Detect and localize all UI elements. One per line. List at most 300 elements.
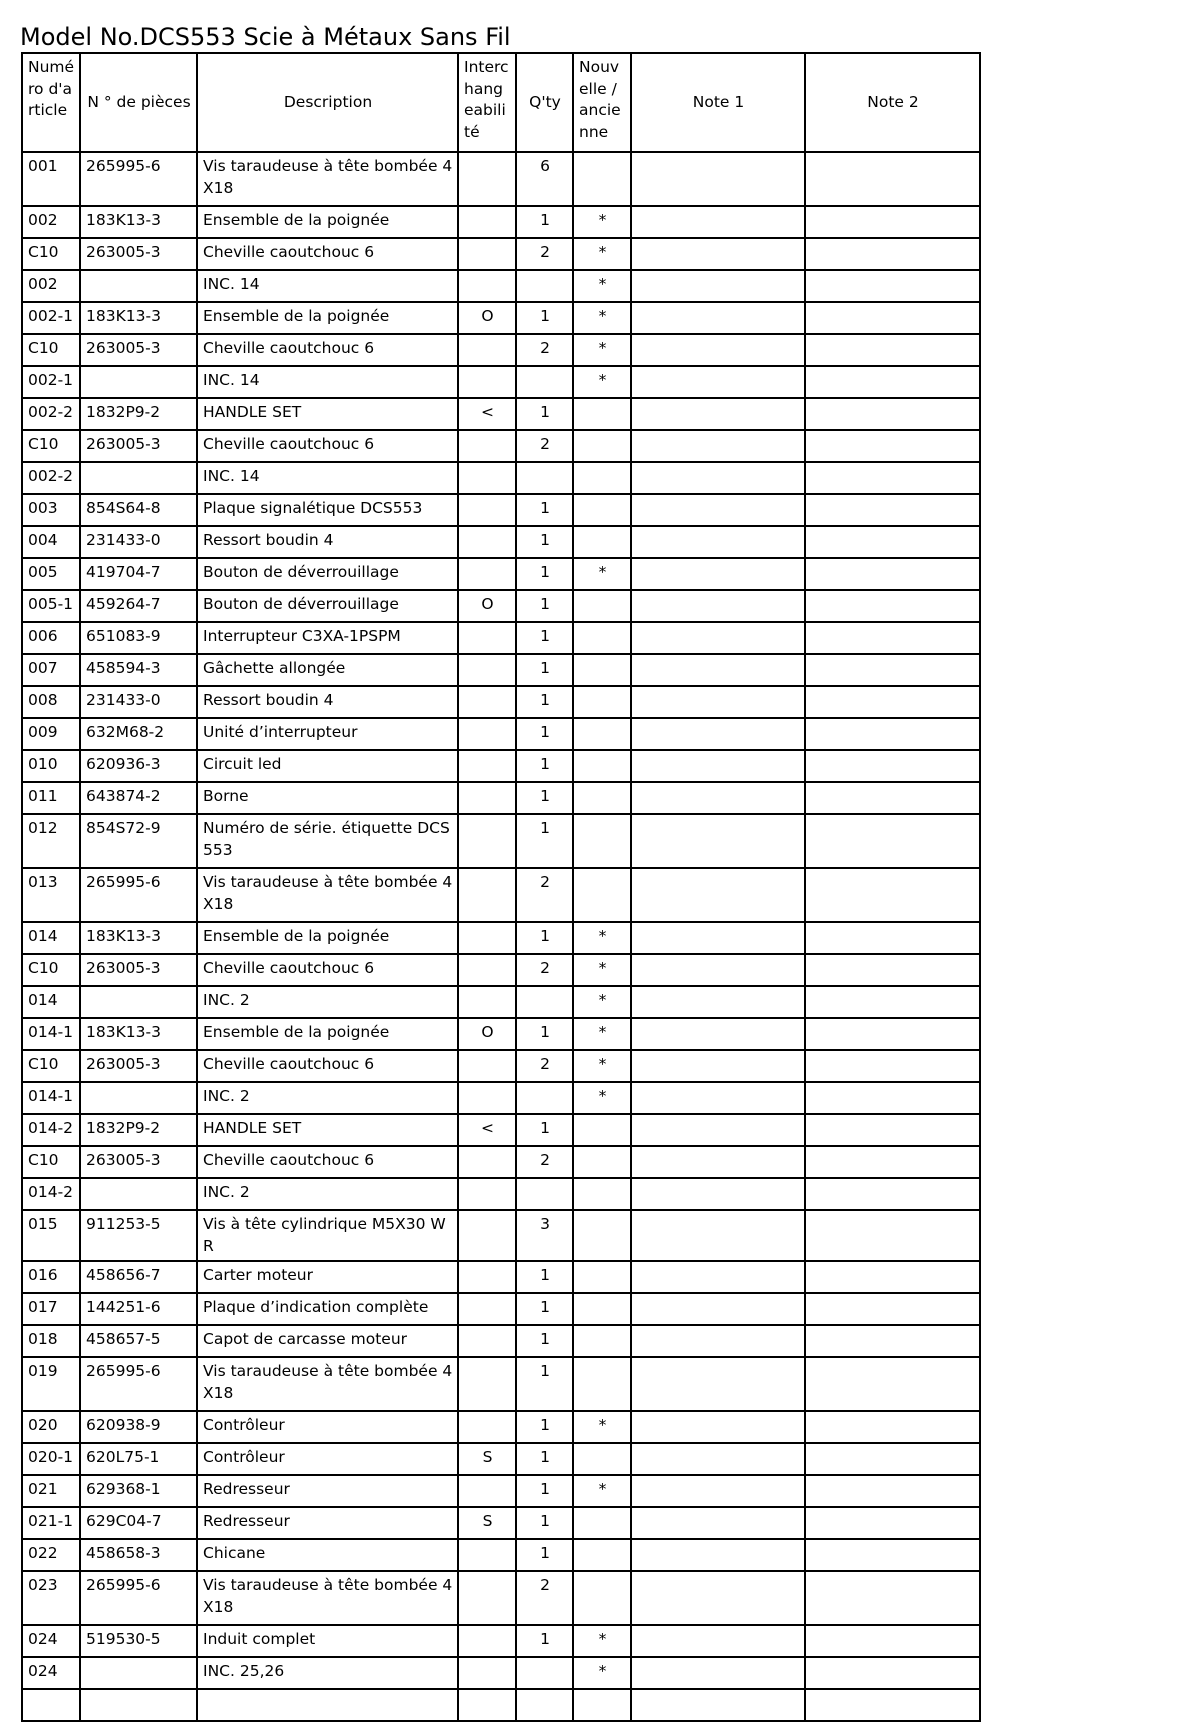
note-2-cell (805, 238, 980, 270)
table-row (22, 1146, 980, 1178)
description-cell: Contrôleur (197, 1411, 458, 1443)
interchangeability-cell (458, 270, 516, 302)
part-number-cell: 183K13-3 (80, 922, 197, 954)
part-number-cell: 629368-1 (80, 1475, 197, 1507)
table-row (22, 152, 980, 206)
description-cell: Capot de carcasse moteur (197, 1325, 458, 1357)
description-cell: Ensemble de la poignée (197, 1018, 458, 1050)
qty-cell: 1 (516, 1539, 573, 1571)
description-cell: Cheville caoutchouc 6 (197, 954, 458, 986)
new-old-cell (573, 622, 631, 654)
qty-cell: 1 (516, 302, 573, 334)
description-cell: Ressort boudin 4 (197, 686, 458, 718)
table-row (22, 1018, 980, 1050)
item-number-cell: C10 (22, 954, 80, 986)
part-number-cell: 519530-5 (80, 1625, 197, 1657)
note-2-cell (805, 462, 980, 494)
note-1-cell (631, 558, 805, 590)
qty-cell: 1 (516, 654, 573, 686)
table-row (22, 1114, 980, 1146)
qty-cell: 1 (516, 622, 573, 654)
note-2-cell (805, 1293, 980, 1325)
description-cell: Cheville caoutchouc 6 (197, 238, 458, 270)
note-2-cell (805, 1411, 980, 1443)
note-2-cell (805, 558, 980, 590)
new-old-cell (573, 718, 631, 750)
part-number-cell: 1832P9-2 (80, 398, 197, 430)
table-row (22, 206, 980, 238)
table-row (22, 494, 980, 526)
table-row (22, 1657, 980, 1689)
column-header-qty: Q'ty (516, 53, 573, 152)
description-cell (197, 1689, 458, 1721)
interchangeability-cell (458, 366, 516, 398)
qty-cell: 1 (516, 1018, 573, 1050)
new-old-cell (573, 1114, 631, 1146)
note-1-cell (631, 238, 805, 270)
part-number-cell: 265995-6 (80, 1357, 197, 1411)
note-1-cell (631, 1443, 805, 1475)
item-number-cell: 009 (22, 718, 80, 750)
interchangeability-cell (458, 1325, 516, 1357)
note-2-cell (805, 1625, 980, 1657)
column-header-note-1: Note 1 (631, 53, 805, 152)
note-1-cell (631, 654, 805, 686)
new-old-cell: * (573, 1050, 631, 1082)
note-2-cell (805, 782, 980, 814)
description-cell: Ressort boudin 4 (197, 526, 458, 558)
note-1-cell (631, 1689, 805, 1721)
part-number-cell: 419704-7 (80, 558, 197, 590)
item-number-cell: 014-2 (22, 1178, 80, 1210)
item-number-cell: 005 (22, 558, 80, 590)
table-row (22, 1178, 980, 1210)
note-1-cell (631, 1178, 805, 1210)
table-row (22, 782, 980, 814)
item-number-cell: 002 (22, 206, 80, 238)
note-1-cell (631, 334, 805, 366)
new-old-cell: * (573, 1657, 631, 1689)
new-old-cell: * (573, 302, 631, 334)
description-cell: INC. 25,26 (197, 1657, 458, 1689)
part-number-cell: 183K13-3 (80, 206, 197, 238)
new-old-cell (573, 590, 631, 622)
note-1-cell (631, 494, 805, 526)
description-cell: Numéro de série. étiquette DCS553 (197, 814, 458, 868)
interchangeability-cell (458, 1657, 516, 1689)
note-2-cell (805, 1657, 980, 1689)
column-header-item-no: Numéro d'article (22, 53, 80, 152)
interchangeability-cell: S (458, 1443, 516, 1475)
part-number-cell: 263005-3 (80, 1050, 197, 1082)
table-row (22, 558, 980, 590)
new-old-cell: * (573, 922, 631, 954)
item-number-cell: 004 (22, 526, 80, 558)
qty-cell: 2 (516, 1571, 573, 1625)
qty-cell: 1 (516, 494, 573, 526)
part-number-cell: 459264-7 (80, 590, 197, 622)
item-number-cell: C10 (22, 430, 80, 462)
table-row (22, 1539, 980, 1571)
interchangeability-cell (458, 1571, 516, 1625)
part-number-cell: 629C04-7 (80, 1507, 197, 1539)
table-row (22, 1625, 980, 1657)
qty-cell: 1 (516, 398, 573, 430)
table-row (22, 1261, 980, 1293)
note-1-cell (631, 922, 805, 954)
item-number-cell: 002-2 (22, 462, 80, 494)
description-cell: Bouton de déverrouillage (197, 558, 458, 590)
item-number-cell: 003 (22, 494, 80, 526)
item-number-cell: 006 (22, 622, 80, 654)
qty-cell: 1 (516, 1114, 573, 1146)
qty-cell: 1 (516, 1475, 573, 1507)
table-row (22, 718, 980, 750)
note-1-cell (631, 622, 805, 654)
interchangeability-cell (458, 1210, 516, 1261)
note-2-cell (805, 1050, 980, 1082)
item-number-cell: 021-1 (22, 1507, 80, 1539)
qty-cell (516, 1689, 573, 1721)
qty-cell: 1 (516, 750, 573, 782)
part-number-cell (80, 462, 197, 494)
item-number-cell: 019 (22, 1357, 80, 1411)
qty-cell: 1 (516, 922, 573, 954)
item-number-cell: 014 (22, 986, 80, 1018)
interchangeability-cell (458, 718, 516, 750)
qty-cell (516, 1082, 573, 1114)
item-number-cell: C10 (22, 334, 80, 366)
item-number-cell: 014-2 (22, 1114, 80, 1146)
interchangeability-cell (458, 1082, 516, 1114)
item-number-cell: 020-1 (22, 1443, 80, 1475)
new-old-cell (573, 494, 631, 526)
note-2-cell (805, 1539, 980, 1571)
table-row (22, 430, 980, 462)
note-1-cell (631, 1571, 805, 1625)
interchangeability-cell (458, 1475, 516, 1507)
item-number-cell: 011 (22, 782, 80, 814)
description-cell: Redresseur (197, 1507, 458, 1539)
note-2-cell (805, 302, 980, 334)
table-row (22, 1475, 980, 1507)
part-number-cell: 231433-0 (80, 526, 197, 558)
note-2-cell (805, 1146, 980, 1178)
table-row (22, 590, 980, 622)
description-cell: Induit complet (197, 1625, 458, 1657)
new-old-cell (573, 1146, 631, 1178)
qty-cell: 1 (516, 1443, 573, 1475)
item-number-cell: C10 (22, 1146, 80, 1178)
table-row (22, 1357, 980, 1411)
note-1-cell (631, 986, 805, 1018)
description-cell: Ensemble de la poignée (197, 922, 458, 954)
note-2-cell (805, 206, 980, 238)
part-number-cell: 231433-0 (80, 686, 197, 718)
item-number-cell: 012 (22, 814, 80, 868)
note-1-cell (631, 782, 805, 814)
new-old-cell: * (573, 1625, 631, 1657)
interchangeability-cell (458, 238, 516, 270)
table-row (22, 1050, 980, 1082)
description-cell: INC. 14 (197, 270, 458, 302)
qty-cell: 1 (516, 686, 573, 718)
interchangeability-cell (458, 782, 516, 814)
interchangeability-cell (458, 206, 516, 238)
description-cell: Ensemble de la poignée (197, 302, 458, 334)
item-number-cell: 013 (22, 868, 80, 922)
table-row (22, 750, 980, 782)
table-row (22, 1443, 980, 1475)
note-2-cell (805, 1210, 980, 1261)
qty-cell (516, 462, 573, 494)
interchangeability-cell: < (458, 1114, 516, 1146)
table-row (22, 334, 980, 366)
column-header-interchangeability: Interchangeabilité (458, 53, 516, 152)
new-old-cell: * (573, 558, 631, 590)
interchangeability-cell: O (458, 1018, 516, 1050)
qty-cell: 2 (516, 1146, 573, 1178)
description-cell: Vis taraudeuse à tête bombée 4X18 (197, 868, 458, 922)
description-cell: INC. 2 (197, 986, 458, 1018)
qty-cell: 1 (516, 1411, 573, 1443)
item-number-cell: 001 (22, 152, 80, 206)
note-2-cell (805, 986, 980, 1018)
interchangeability-cell (458, 1411, 516, 1443)
part-number-cell: 144251-6 (80, 1293, 197, 1325)
note-1-cell (631, 1082, 805, 1114)
part-number-cell (80, 986, 197, 1018)
part-number-cell (80, 366, 197, 398)
part-number-cell (80, 1657, 197, 1689)
interchangeability-cell (458, 1146, 516, 1178)
table-header-row (22, 53, 980, 152)
new-old-cell (573, 1325, 631, 1357)
new-old-cell: * (573, 1018, 631, 1050)
table-row (22, 654, 980, 686)
table-row (22, 686, 980, 718)
item-number-cell: 021 (22, 1475, 80, 1507)
description-cell: Cheville caoutchouc 6 (197, 430, 458, 462)
note-1-cell (631, 954, 805, 986)
qty-cell: 2 (516, 430, 573, 462)
table-row (22, 526, 980, 558)
interchangeability-cell (458, 1539, 516, 1571)
description-cell: Vis à tête cylindrique M5X30 WR (197, 1210, 458, 1261)
description-cell: Cheville caoutchouc 6 (197, 334, 458, 366)
item-number-cell (22, 1689, 80, 1721)
description-cell: Vis taraudeuse à tête bombée 4X18 (197, 152, 458, 206)
new-old-cell: * (573, 1475, 631, 1507)
part-number-cell (80, 1178, 197, 1210)
part-number-cell: 458656-7 (80, 1261, 197, 1293)
qty-cell: 2 (516, 238, 573, 270)
note-1-cell (631, 718, 805, 750)
description-cell: Interrupteur C3XA-1PSPM (197, 622, 458, 654)
item-number-cell: 005-1 (22, 590, 80, 622)
qty-cell: 3 (516, 1210, 573, 1261)
new-old-cell (573, 1178, 631, 1210)
part-number-cell: 265995-6 (80, 868, 197, 922)
item-number-cell: 002-1 (22, 302, 80, 334)
part-number-cell: 263005-3 (80, 1146, 197, 1178)
note-2-cell (805, 654, 980, 686)
note-1-cell (631, 1210, 805, 1261)
table-row (22, 1689, 980, 1721)
part-number-cell: 458657-5 (80, 1325, 197, 1357)
qty-cell: 1 (516, 718, 573, 750)
item-number-cell: C10 (22, 1050, 80, 1082)
table-row (22, 398, 980, 430)
part-number-cell (80, 1082, 197, 1114)
qty-cell: 1 (516, 1325, 573, 1357)
note-2-cell (805, 590, 980, 622)
description-cell: Vis taraudeuse à tête bombée 4X18 (197, 1571, 458, 1625)
interchangeability-cell (458, 814, 516, 868)
note-2-cell (805, 1261, 980, 1293)
part-number-cell: 263005-3 (80, 238, 197, 270)
description-cell: Borne (197, 782, 458, 814)
interchangeability-cell (458, 526, 516, 558)
interchangeability-cell (458, 1050, 516, 1082)
table-row (22, 270, 980, 302)
description-cell: Carter moteur (197, 1261, 458, 1293)
table-row (22, 814, 980, 868)
description-cell: Cheville caoutchouc 6 (197, 1050, 458, 1082)
description-cell: Circuit led (197, 750, 458, 782)
note-2-cell (805, 922, 980, 954)
part-number-cell: 263005-3 (80, 430, 197, 462)
description-cell: Plaque d’indication complète (197, 1293, 458, 1325)
part-number-cell: 620L75-1 (80, 1443, 197, 1475)
note-2-cell (805, 686, 980, 718)
note-2-cell (805, 398, 980, 430)
part-number-cell: 632M68-2 (80, 718, 197, 750)
note-1-cell (631, 1357, 805, 1411)
qty-cell: 1 (516, 558, 573, 590)
new-old-cell (573, 1357, 631, 1411)
note-1-cell (631, 1293, 805, 1325)
interchangeability-cell (458, 1293, 516, 1325)
table-row (22, 622, 980, 654)
qty-cell: 2 (516, 954, 573, 986)
description-cell: Cheville caoutchouc 6 (197, 1146, 458, 1178)
note-1-cell (631, 1507, 805, 1539)
item-number-cell: 014 (22, 922, 80, 954)
qty-cell: 1 (516, 1293, 573, 1325)
description-cell: HANDLE SET (197, 398, 458, 430)
item-number-cell: 007 (22, 654, 80, 686)
new-old-cell (573, 1689, 631, 1721)
new-old-cell (573, 1443, 631, 1475)
part-number-cell (80, 1689, 197, 1721)
note-1-cell (631, 152, 805, 206)
item-number-cell: 023 (22, 1571, 80, 1625)
note-2-cell (805, 1114, 980, 1146)
note-2-cell (805, 1475, 980, 1507)
part-number-cell: 183K13-3 (80, 1018, 197, 1050)
interchangeability-cell (458, 654, 516, 686)
item-number-cell: 014-1 (22, 1082, 80, 1114)
note-2-cell (805, 366, 980, 398)
part-number-cell: 265995-6 (80, 1571, 197, 1625)
note-1-cell (631, 366, 805, 398)
qty-cell: 2 (516, 334, 573, 366)
note-1-cell (631, 1261, 805, 1293)
new-old-cell: * (573, 1082, 631, 1114)
interchangeability-cell (458, 430, 516, 462)
table-row (22, 868, 980, 922)
item-number-cell: 002-2 (22, 398, 80, 430)
table-row (22, 1210, 980, 1261)
note-1-cell (631, 270, 805, 302)
description-cell: INC. 14 (197, 462, 458, 494)
description-cell: Plaque signalétique DCS553 (197, 494, 458, 526)
note-1-cell (631, 302, 805, 334)
qty-cell: 2 (516, 1050, 573, 1082)
note-2-cell (805, 152, 980, 206)
note-2-cell (805, 1178, 980, 1210)
interchangeability-cell (458, 954, 516, 986)
qty-cell (516, 1178, 573, 1210)
table-row (22, 1293, 980, 1325)
note-2-cell (805, 1018, 980, 1050)
qty-cell: 6 (516, 152, 573, 206)
interchangeability-cell (458, 1261, 516, 1293)
table-row (22, 238, 980, 270)
description-cell: Contrôleur (197, 1443, 458, 1475)
note-2-cell (805, 1507, 980, 1539)
note-2-cell (805, 270, 980, 302)
note-2-cell (805, 1325, 980, 1357)
part-number-cell (80, 270, 197, 302)
qty-cell: 1 (516, 1625, 573, 1657)
part-number-cell: 458658-3 (80, 1539, 197, 1571)
table-row (22, 954, 980, 986)
interchangeability-cell: < (458, 398, 516, 430)
note-1-cell (631, 1475, 805, 1507)
qty-cell: 1 (516, 1357, 573, 1411)
part-number-cell: 183K13-3 (80, 302, 197, 334)
new-old-cell (573, 654, 631, 686)
note-1-cell (631, 1146, 805, 1178)
note-1-cell (631, 1539, 805, 1571)
interchangeability-cell (458, 1625, 516, 1657)
qty-cell (516, 1657, 573, 1689)
qty-cell: 1 (516, 526, 573, 558)
column-header-new-old: Nouvelle / ancienne (573, 53, 631, 152)
item-number-cell: 002 (22, 270, 80, 302)
new-old-cell: * (573, 238, 631, 270)
qty-cell: 1 (516, 206, 573, 238)
item-number-cell: C10 (22, 238, 80, 270)
item-number-cell: 014-1 (22, 1018, 80, 1050)
table-row (22, 1571, 980, 1625)
new-old-cell (573, 750, 631, 782)
description-cell: Bouton de déverrouillage (197, 590, 458, 622)
description-cell: Chicane (197, 1539, 458, 1571)
item-number-cell: 015 (22, 1210, 80, 1261)
note-2-cell (805, 1571, 980, 1625)
new-old-cell: * (573, 986, 631, 1018)
qty-cell: 1 (516, 1507, 573, 1539)
part-number-cell: 854S72-9 (80, 814, 197, 868)
new-old-cell: * (573, 206, 631, 238)
description-cell: INC. 2 (197, 1082, 458, 1114)
qty-cell: 1 (516, 1261, 573, 1293)
interchangeability-cell (458, 922, 516, 954)
note-2-cell (805, 814, 980, 868)
